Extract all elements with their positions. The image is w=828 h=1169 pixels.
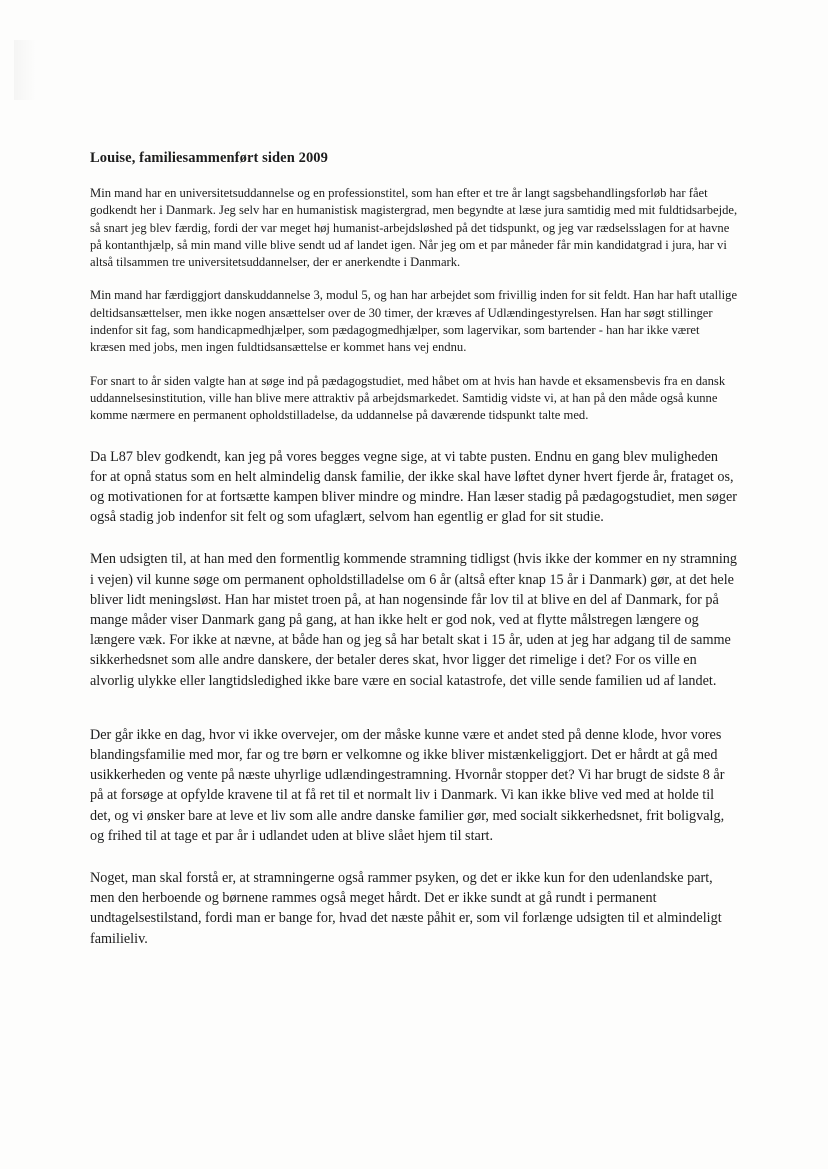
paragraph-6: Der går ikke en dag, hvor vi ikke overvejer, om der måske kunne være et andet sted på denne klode, hvor vores blandingsfamilie med mor, far og tre børn er velkomne og ikke bliver mistænkeliggjort. Det er hårdt at gå med usikkerheden og vente på næste uhyrlige udlændingestramning. Hvornår stopper det? Vi har brugt de sidste 8 år på at forsøge at opfylde kravene til at få ret til et normalt liv i Danmark. Vi kan ikke blive ved med at holde til det, og vi ønsker bare at leve et liv som alle andre danske familier gør, med socialt sikkerhedsnet, frit boligvalg, og frihed til at tage et par år i udlandet uden at blive slået hjem til start.	[90, 726, 725, 844]
scan-shadow	[14, 40, 36, 100]
document-body	[90, 150, 738, 949]
paragraph-5: Men udsigten til, at han med den formentlig kommende stramning tidligst (hvis ikke der kommer en ny stramning i vejen) vil kunne søge om permanent opholdstilladelse om 6 år (altså efter knap 15 år i Danmark) gør, at det hele bliver lidt meningsløst. Han har mistet troen på, at han nogensinde får lov til at blive en del af Danmark, for på mange måder viser Danmark gang på gang, at han ikke helt er god nok, ved at flytte målstregen længere og længere væk. For ikke at nævne, at både han og jeg så har betalt skat i 15 år, uden at jeg har adgang til de samme sikkerhedsnet som alle andre danskere, der betaler deres skat, hvor ligger det rimelige i det? For os ville en alvorlig ulykke eller langtidsledighed ikke bare være en social katastrofe, det ville sende familien ud af landet.	[90, 551, 737, 689]
paragraph-7: Noget, man skal forstå er, at stramningerne også rammer psyken, og det er ikke kun for den udenlandske part, men den herboende og børnene rammes også meget hårdt. Det er ikke sundt at gå rundt i permanent undtagelsestilstand, fordi man er bange for, hvad det næste påhit er, som vil forlænge udsigten til et almindeligt familieliv.	[90, 870, 722, 947]
paragraph-1: Min mand har en universitetsuddannelse og en professionstitel, som han efter et tre år langt sagsbehandlingsforløb har fået godkendt her i Danmark. Jeg selv har en humanistisk magistergrad, men begyndte at læse jura samtidig med mit fuldtidsarbejde, så snart jeg blev færdig, fordi der var meget høj humanist-arbejdsløshed på det tidspunkt, og jeg var rædselsslagen for at havne på kontanthjælp, så min mand ville blive sendt ud af landet igen. Når jeg om et par måneder får min kandidatgrad i jura, har vi altså tilsammen tre universitetsuddannelser, der er anerkendte i Danmark.	[90, 186, 738, 270]
paragraph-2: Min mand har færdiggjort danskuddannelse 3, modul 5, og han har arbejdet som frivillig inden for sit feldt. Han har haft utallige deltidsansættelser, men ikke nogen ansættelser over de 30 timer, der kræves af Udlændingestyrelsen. Han har søgt stillinger indenfor sit fag, som handicapmedhjælper, som pædagogmedhjælper, som lagervikar, som bartender - han har ikke været kræsen med jobs, men ingen fuldtidsansættelse er kommet hans vej endnu.	[90, 288, 738, 355]
paragraph-3: For snart to år siden valgte han at søge ind på pædagogstudiet, med håbet om at hvis han havde et eksamensbevis fra en dansk uddannelsesinstitution, ville han blive mere attraktiv på arbejdsmarkedet. Samtidig vidste vi, at han på den måde også kunne komme nærmere en permanent opholdstilladelse, da uddannelse på daværende tidspunkt talte med.	[90, 373, 726, 423]
document-title: Louise, familiesammenført siden 2009	[90, 150, 328, 166]
paragraph-4: Da L87 blev godkendt, kan jeg på vores begges vegne sige, at vi tabte pusten. Endnu en gang blev muligheden for at opnå status som en helt almindelig dansk familie, der ikke skal have løftet dyner hvert fjerde år, frataget os, og motivationen for at fortsætte kampen bliver mindre og mindre. Han læser stadig på pædagogstudiet, men søger også stadig job indenfor sit felt og som ufaglært, selvom han egentlig er glad for sit studie.	[90, 448, 737, 526]
